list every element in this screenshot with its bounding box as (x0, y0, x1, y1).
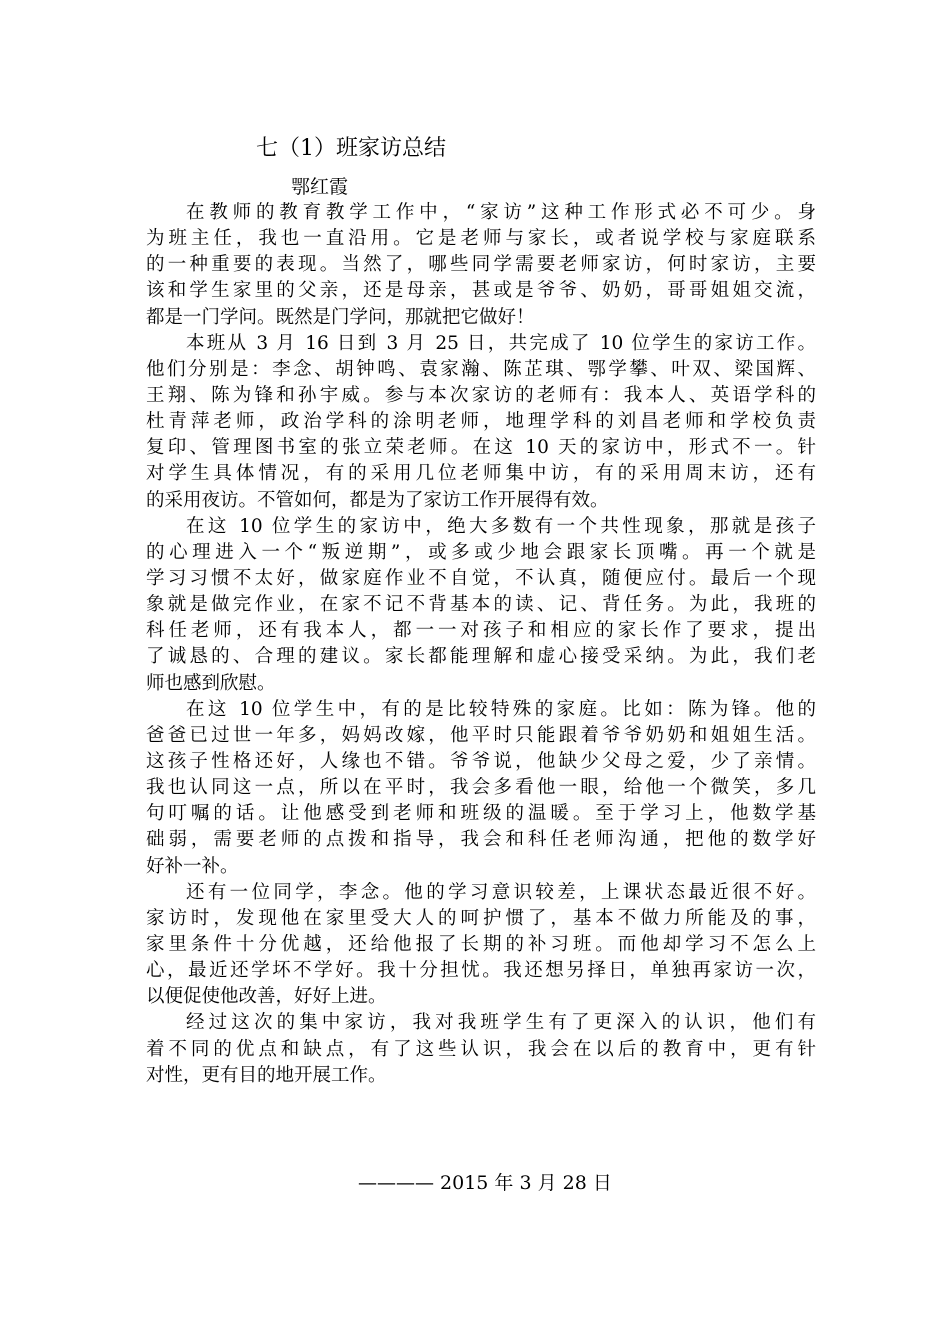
text-line: 爸爸已过世一年多，妈妈改嫁，他平时只能跟着爷爷奶奶和姐姐生活。 (146, 724, 816, 746)
text-line: 王翔、陈为锋和孙宇威。参与本次家访的老师有：我本人、英语学科的 (146, 384, 816, 406)
paragraph (146, 200, 816, 331)
text-line: 他们分别是：李念、胡钟鸣、袁家瀚、陈芷琪、鄂学攀、叶双、梁国辉、 (146, 358, 816, 380)
date-line: ———— 2015 年 3 月 28 日 (358, 1172, 612, 1194)
text-line: 该和学生家里的父亲，还是母亲，甚或是爷爷、奶奶，哥哥姐姐交流， (146, 280, 816, 302)
text-line: 经过这次的集中家访，我对我班学生有了更深入的认识，他们有 (186, 1012, 816, 1034)
text-line: 着不同的优点和缺点，有了这些认识，我会在以后的教育中，更有针 (146, 1038, 816, 1060)
text-line: 杜青萍老师，政治学科的涂明老师，地理学科的刘昌老师和学校负责 (146, 411, 816, 433)
text-line: 复印、管理图书室的张立荣老师。在这 10 天的家访中，形式不一。针 (146, 437, 816, 459)
document-body (146, 200, 816, 1089)
text-line: 师也感到欣慰。 (146, 672, 276, 694)
text-line: 学习习惯不太好，做家庭作业不自觉，不认真，随便应付。最后一个现 (146, 567, 816, 589)
text-line: 本班从 3 月 16 日到 3 月 25 日，共完成了 10 位学生的家访工作。 (186, 332, 816, 354)
text-line: 在这 10 位学生的家访中，绝大多数有一个共性现象，那就是孩子 (186, 515, 816, 537)
paragraph (146, 697, 816, 880)
text-line: 的一种重要的表现。当然了，哪些同学需要老师家访，何时家访，主要 (146, 254, 816, 276)
text-line: 了诚恳的、合理的建议。家长都能理解和虚心接受采纳。为此，我们老 (146, 646, 816, 668)
text-line: 在教师的教育教学工作中，“家访”这种工作形式必不可少。身 (186, 202, 816, 223)
text-line: 这孩子性格还好，人缘也不错。爷爷说，他缺少父母之爱，少了亲情。 (146, 750, 816, 772)
text-line: 以便促使他改善，好好上进。 (146, 986, 387, 1008)
text-line: 象就是做完作业，在家不记不背基本的读、记、背任务。为此，我班的 (146, 594, 816, 616)
document-title: 七（1）班家访总结 (256, 136, 446, 161)
text-line: 都是一门学问。既然是门学问，那就把它做好！ (146, 306, 535, 328)
text-line: 我也认同这一点，所以在平时，我会多看他一眼，给他一个微笑，多几 (146, 777, 816, 799)
text-line: 家里条件十分优越，还给他报了长期的补习班。而他却学习不怎么上 (146, 933, 816, 955)
text-line: 句叮嘱的话。让他感受到老师和班级的温暖。至于学习上，他数学基 (146, 803, 816, 825)
text-line: 础弱，需要老师的点拨和指导，我会和科任老师沟通，把他的数学好 (146, 829, 816, 851)
paragraph (146, 880, 816, 1011)
text-line: 科任老师，还有我本人，都一一对孩子和相应的家长作了要求，提出 (146, 620, 816, 642)
text-line: 家访时，发现他在家里受大人的呵护惯了，基本不做力所能及的事， (146, 907, 816, 929)
text-line: 的采用夜访。不管如何，都是为了家访工作开展得有效。 (146, 489, 609, 511)
text-line: 好补一补。 (146, 855, 239, 877)
paragraph (146, 1010, 816, 1088)
text-line: 还有一位同学，李念。他的学习意识较差，上课状态最近很不好。 (186, 881, 816, 903)
text-line: 心，最近还学坏不学好。我十分担忧。我还想另择日，单独再家访一次， (146, 960, 816, 982)
paragraph (146, 331, 816, 514)
text-line: 对性，更有目的地开展工作。 (146, 1064, 387, 1086)
text-line: 对学生具体情况，有的采用几位老师集中访，有的采用周末访，还有 (146, 463, 816, 485)
paragraph (146, 514, 816, 697)
text-line: 在这 10 位学生中，有的是比较特殊的家庭。比如：陈为锋。他的 (186, 698, 816, 720)
text-line: 为班主任，我也一直沿用。它是老师与家长，或者说学校与家庭联系 (146, 228, 816, 250)
author-name: 鄂红霞 (291, 176, 349, 198)
text-line: 的心理进入一个“叛逆期”，或多或少地会跟家长顶嘴。再一个就是 (146, 541, 816, 563)
